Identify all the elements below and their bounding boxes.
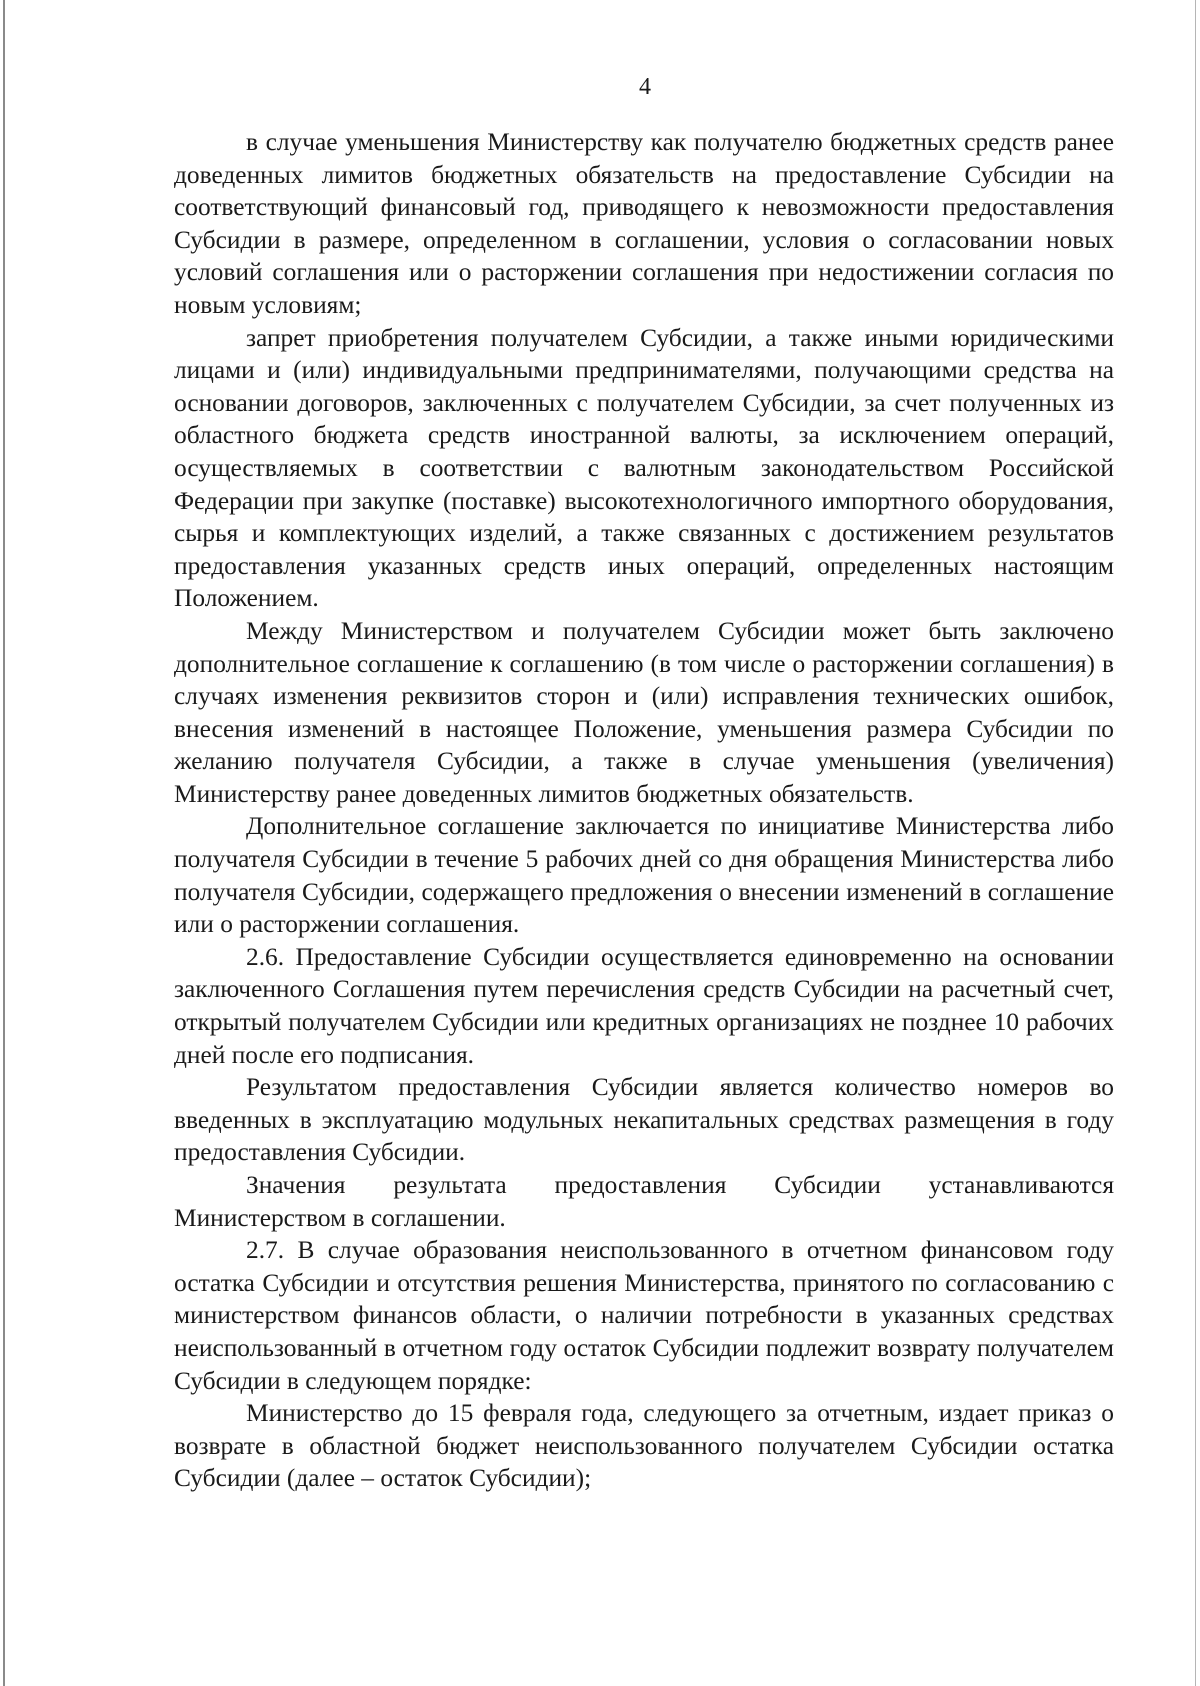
paragraph-currency-ban: запрет приобретения получателем Субсидии, а также иными юридическими лицами и (или) индивидуальными предпринимателями, получающими средства на основании договоров, заключенных с получателем Субсидии, за счет полученных из областного бюджета средств иностранной валюты, за исключением операций, осуществляемых в соответствии с валютным законодательством Российской Федерации при закупке (поставке) высокотехнологичного импортного оборудования, сырья и комплектующих изделий, а также связанных с достижением результатов предоставления указанных средств иных операций, определенных настоящим Положением.: [174, 323, 1114, 613]
scan-right-edge: [1195, 0, 1196, 1686]
paragraph-section-2-7: 2.7. В случае образования неиспользованного в отчетном финансовом году остатка Субсидии и отсутствия решения Министерства, принятого по согласованию с министерством финансов области, о наличии потребности в указанных средствах неиспользованный в отчетном году остаток Субсидии подлежит возврату получателем Субсидии в следующем порядке:: [174, 1236, 1114, 1395]
paragraph-additional-agreement: Между Министерством и получателем Субсидии может быть заключено дополнительное соглашение к соглашению (в том числе о расторжении соглашения) в случаях изменения реквизитов сторон и (или) исправления технических ошибок, внесения изменений в настоящее Положение, уменьшения размера Субсидии по желанию получателя Субсидии, а также в случае уменьшения (увеличения) Министерству ранее доведенных лимитов бюджетных обязательств.: [174, 616, 1114, 808]
page-number: 4: [639, 74, 651, 100]
paragraph-section-2-6: 2.6. Предоставление Субсидии осуществляется единовременно на основании заключенного Соглашения путем перечисления средств Субсидии на расчетный счет, открытый получателем Субсидии или кредитных организациях не позднее 10 рабочих дней после его подписания.: [174, 942, 1114, 1069]
document-body: [174, 126, 1114, 1495]
paragraph-agreement-initiative: Дополнительное соглашение заключается по инициативе Министерства либо получателя Субсидии в течение 5 рабочих дней со дня обращения Министерства либо получателя Субсидии, содержащего предложения о внесении изменений в соглашение или о расторжении соглашения.: [174, 812, 1114, 939]
paragraph-limits-reduction: в случае уменьшения Министерству как получателю бюджетных средств ранее доведенных лимитов бюджетных обязательств на предоставление Субсидии на соответствующий финансовый год, приводящего к невозможности предоставления Субсидии в размере, определенном в соглашении, условия о согласовании новых условий соглашения или о расторжении соглашения при недостижении согласия по новым условиям;: [174, 128, 1114, 319]
scan-left-edge: [3, 0, 5, 1686]
paragraph-result-values: Значения результата предоставления Субсидии устанавливаются Министерством в соглашении.: [174, 1171, 1114, 1232]
paragraph-ministry-order: Министерство до 15 февраля года, следующего за отчетным, издает приказ о возврате в областной бюджет неиспользованного получателем Субсидии остатка Субсидии (далее – остаток Субсидии);: [174, 1399, 1114, 1493]
paragraph-result: Результатом предоставления Субсидии является количество номеров во введенных в эксплуатацию модульных некапитальных средствах размещения в году предоставления Субсидии.: [174, 1073, 1114, 1167]
